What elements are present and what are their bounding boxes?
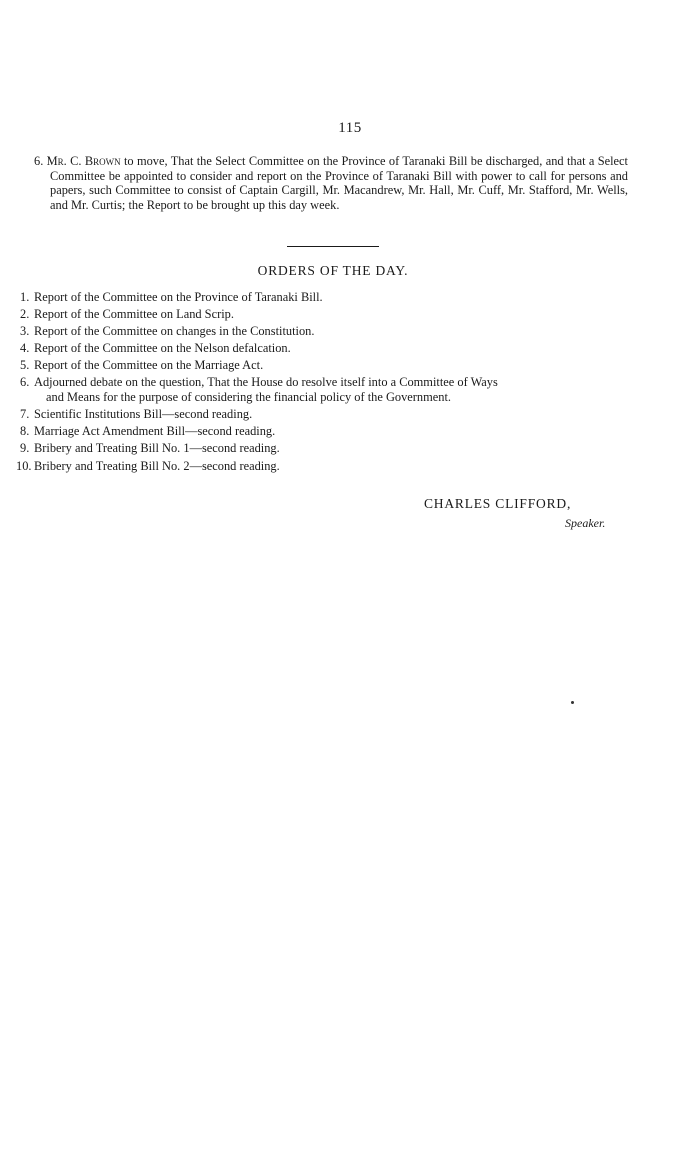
print-speck <box>571 701 574 704</box>
order-text: Report of the Committee on Land Scrip. <box>34 307 234 322</box>
orders-heading: ORDERS OF THE DAY. <box>257 263 409 278</box>
order-number: 3. <box>20 324 30 339</box>
page-number: 115 <box>338 120 362 136</box>
order-text: Report of the Committee on the Province of Taranaki Bill. <box>34 290 323 304</box>
signature-name: CHARLES CLIFFORD, <box>424 496 572 511</box>
order-item <box>16 458 632 474</box>
order-text: Bribery and Treating Bill No. 2—second reading. <box>34 458 280 473</box>
order-number: 10. <box>16 458 32 473</box>
order-item <box>20 424 632 439</box>
order-item <box>20 324 632 339</box>
orders-list <box>16 290 632 476</box>
order-text-continued: and Means for the purpose of considering the financial policy of the Government. <box>46 390 451 405</box>
order-number: 9. <box>20 441 30 456</box>
order-text: Report of the Committee on changes in the Constitution. <box>34 324 315 339</box>
order-number: 2. <box>20 307 30 322</box>
order-number: 7. <box>20 407 30 422</box>
motion-text: to move, That the Select Committee on the Province of Taranaki Bill be discharged, and that a Select Committee be appointed to consider and report on the Province of Taranaki Bill with power to call for persons and papers, such Committee to consist of Captain Cargill, Mr. Macandrew, Mr. Hall, Mr. Cuff, Mr. Stafford, Mr. Wells, and Mr. Curtis; the Report to be brought up this day week. <box>50 154 628 212</box>
order-text: Report of the Committee on the Marriage Act. <box>34 358 264 373</box>
order-item <box>20 341 632 356</box>
order-item <box>20 307 632 322</box>
order-number: 8. <box>20 424 30 439</box>
order-item <box>20 358 632 373</box>
signature-title: Speaker. <box>565 516 606 530</box>
order-number: 6. <box>20 375 30 390</box>
order-item <box>20 441 632 456</box>
order-text: Adjourned debate on the question, That the House do resolve itself into a Committee of Ways <box>34 375 498 390</box>
order-number: 5. <box>20 358 30 373</box>
notice-of-motion <box>34 154 628 212</box>
motion-number: 6. <box>34 154 44 168</box>
order-text: Bribery and Treating Bill No. 1—second reading. <box>34 441 280 456</box>
order-item <box>20 290 632 305</box>
section-divider <box>287 246 379 247</box>
order-number: 1. <box>20 290 30 304</box>
motion-mover: Mr. C. Brown <box>46 154 121 168</box>
order-text: Scientific Institutions Bill—second reading. <box>34 407 253 422</box>
order-text: Marriage Act Amendment Bill—second reading. <box>34 424 276 439</box>
order-item <box>20 375 632 404</box>
order-text: Report of the Committee on the Nelson defalcation. <box>34 341 291 356</box>
order-number: 4. <box>20 341 30 356</box>
order-item <box>20 407 632 422</box>
